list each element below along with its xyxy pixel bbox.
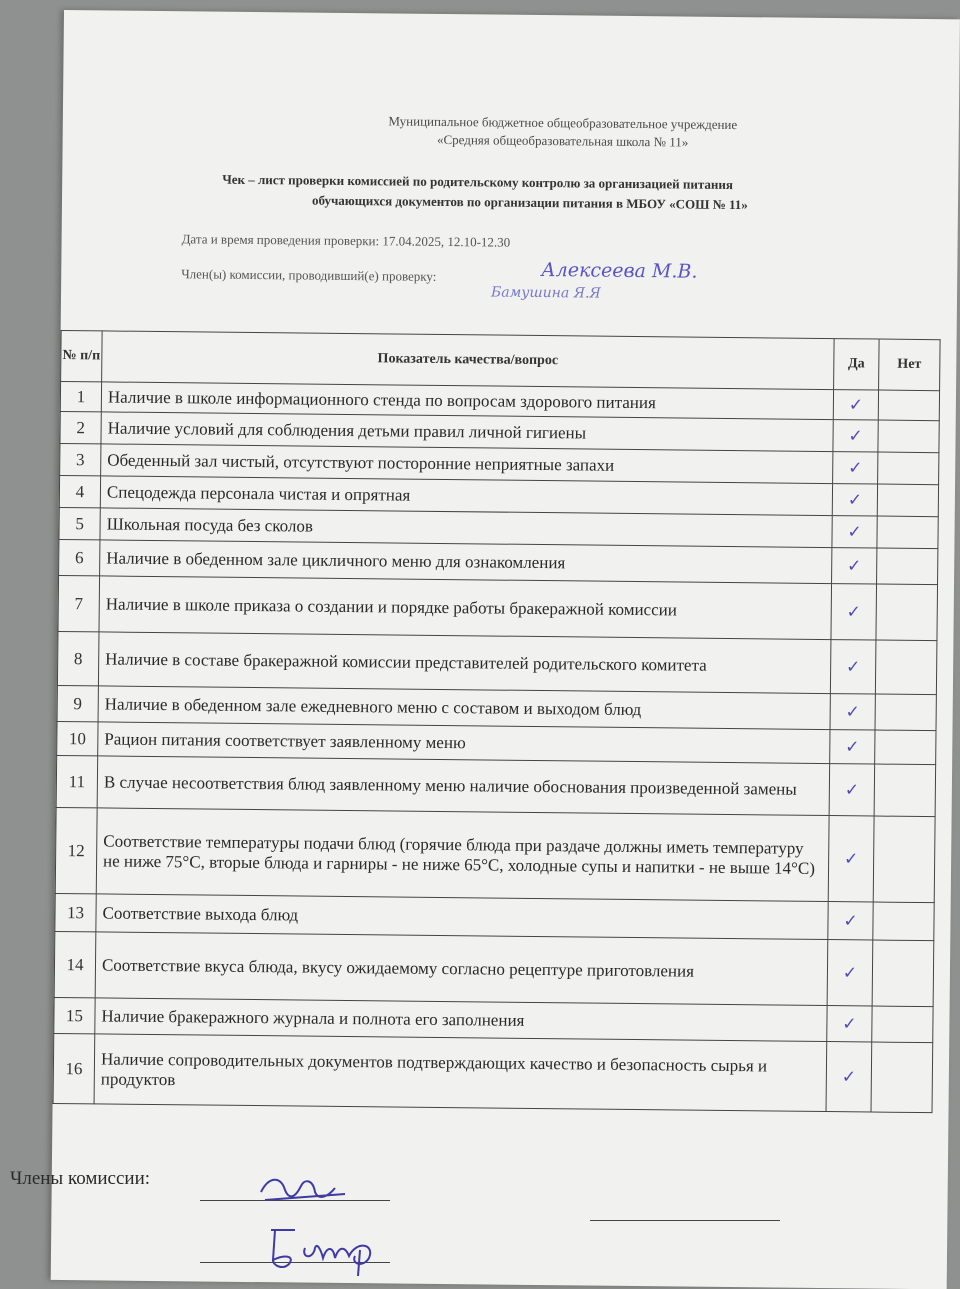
document-header xyxy=(63,110,959,302)
row-question: Наличие в обеденном зале ежедневного меню с составом и выходом блюд xyxy=(98,686,830,730)
yes-checkmark: ✓ xyxy=(833,452,878,484)
document-title-line1: Чек – лист проверки комиссией по родительскому контролю за организацией питания xyxy=(222,171,734,193)
row-num: 14 xyxy=(54,931,96,997)
col-header-question: Показатель качества/вопрос xyxy=(102,331,834,390)
inspector-signature-2: Бамушина Я.Я xyxy=(490,284,601,302)
inspector-signature-1: Алексеева М.В. xyxy=(541,259,698,283)
row-question: В случае несоответствия блюд заявленному меню наличие обоснования произведенной замены xyxy=(97,756,830,816)
table-row xyxy=(57,631,937,694)
document-title-line2: обучающихся документов по организации питания в МБОУ «СОШ № 11» xyxy=(311,192,748,213)
row-question: Наличие в составе бракеражной комиссии представителей родительского комитета xyxy=(98,632,831,694)
yes-checkmark: ✓ xyxy=(830,640,876,694)
col-header-yes: Да xyxy=(834,339,880,390)
document-page xyxy=(51,10,960,1289)
table-row xyxy=(54,931,934,1006)
row-num: 8 xyxy=(57,631,99,685)
yes-checkmark: ✓ xyxy=(832,548,877,584)
row-num: 7 xyxy=(58,575,100,631)
col-header-num: № п/п xyxy=(61,330,103,381)
no-cell xyxy=(878,452,939,485)
yes-checkmark: ✓ xyxy=(827,940,873,1006)
no-cell xyxy=(873,902,934,941)
row-question: Наличие в обеденном зале цикличного меню для ознакомления xyxy=(100,540,832,584)
no-cell xyxy=(877,516,938,549)
table-row xyxy=(55,807,935,902)
commission-members-label: Члены комиссии: xyxy=(10,1168,151,1189)
row-question: Наличие бракеражного журнала и полнота его заполнения xyxy=(95,998,827,1042)
yes-checkmark: ✓ xyxy=(826,1042,872,1112)
row-num: 10 xyxy=(57,721,98,755)
institution-name-line1: Муниципальное бюджетное общеобразовательное учреждение xyxy=(388,113,738,133)
checklist-table xyxy=(53,330,941,1113)
row-num: 11 xyxy=(56,755,98,807)
handwritten-signature-1 xyxy=(255,1170,355,1206)
table-row xyxy=(58,575,938,640)
row-question: Обеденный зал чистый, отсутствуют посторонние неприятные запахи xyxy=(101,444,833,484)
no-cell xyxy=(878,420,939,453)
row-question: Наличие в школе информационного стенда по вопросам здорового питания xyxy=(101,382,833,420)
no-cell xyxy=(875,730,936,765)
row-num: 4 xyxy=(59,475,100,507)
row-question: Школьная посуда без сколов xyxy=(100,508,832,548)
yes-checkmark: ✓ xyxy=(830,694,875,730)
yes-checkmark: ✓ xyxy=(828,816,874,902)
no-cell xyxy=(877,484,938,517)
table-row xyxy=(53,1033,933,1112)
row-num: 12 xyxy=(55,807,97,893)
row-question: Рацион питания соответствует заявленному меню xyxy=(98,722,830,764)
row-question: Соответствие выхода блюд xyxy=(96,894,828,940)
yes-checkmark: ✓ xyxy=(830,730,875,764)
col-header-no: Нет xyxy=(879,339,941,391)
no-cell xyxy=(871,1042,933,1113)
yes-checkmark: ✓ xyxy=(833,390,878,420)
table-header-row xyxy=(61,330,940,390)
no-cell xyxy=(876,584,938,641)
no-cell xyxy=(873,816,935,903)
signature-line-2 xyxy=(590,1220,780,1221)
yes-checkmark: ✓ xyxy=(833,420,878,452)
no-cell xyxy=(877,548,938,585)
no-cell xyxy=(875,694,936,731)
no-cell xyxy=(872,1006,933,1043)
no-cell xyxy=(878,390,939,421)
table-row xyxy=(56,755,935,816)
row-question: Наличие сопроводительных документов подтверждающих качество и безопасность сырья и продуктов xyxy=(94,1034,827,1112)
no-cell xyxy=(875,640,937,695)
row-num: 1 xyxy=(60,381,101,411)
row-question: Наличие в школе приказа о создании и порядке работы бракеражной комиссии xyxy=(99,576,832,640)
no-cell xyxy=(872,940,934,1007)
row-num: 16 xyxy=(53,1033,95,1103)
row-question: Соответствие вкуса блюда, вкусу ожидаемому согласно рецептуре приготовления xyxy=(95,932,828,1006)
yes-checkmark: ✓ xyxy=(828,902,873,940)
row-num: 15 xyxy=(54,997,95,1033)
row-num: 3 xyxy=(60,443,101,475)
row-num: 6 xyxy=(59,539,100,575)
inspection-date: Дата и время проведения проверки: 17.04.2025, 12.10-12.30 xyxy=(181,231,511,250)
no-cell xyxy=(874,764,936,817)
row-question: Спецодежда персонала чистая и опрятная xyxy=(100,476,832,516)
row-num: 2 xyxy=(60,411,101,443)
institution-name-line2: «Средняя общеобразовательная школа № 11» xyxy=(436,131,689,150)
row-question: Соответствие температуры подачи блюд (горячие блюда при раздаче должны иметь температуру не ниже 75°С, вторые блюда и гарниры - не ниже 65°С, холодные супы и напитки - не выше 14°С) xyxy=(96,808,829,902)
yes-checkmark: ✓ xyxy=(832,516,877,548)
handwritten-signature-2 xyxy=(265,1220,395,1276)
row-num: 5 xyxy=(59,507,100,539)
yes-checkmark: ✓ xyxy=(832,484,877,516)
yes-checkmark: ✓ xyxy=(829,764,875,816)
row-question: Наличие условий для соблюдения детьми правил личной гигиены xyxy=(101,412,833,452)
inspectors-label: Член(ы) комиссии, проводивший(е) проверку: xyxy=(181,266,437,284)
yes-checkmark: ✓ xyxy=(827,1006,872,1042)
row-num: 9 xyxy=(57,685,98,721)
row-num: 13 xyxy=(55,893,96,931)
yes-checkmark: ✓ xyxy=(831,584,877,640)
